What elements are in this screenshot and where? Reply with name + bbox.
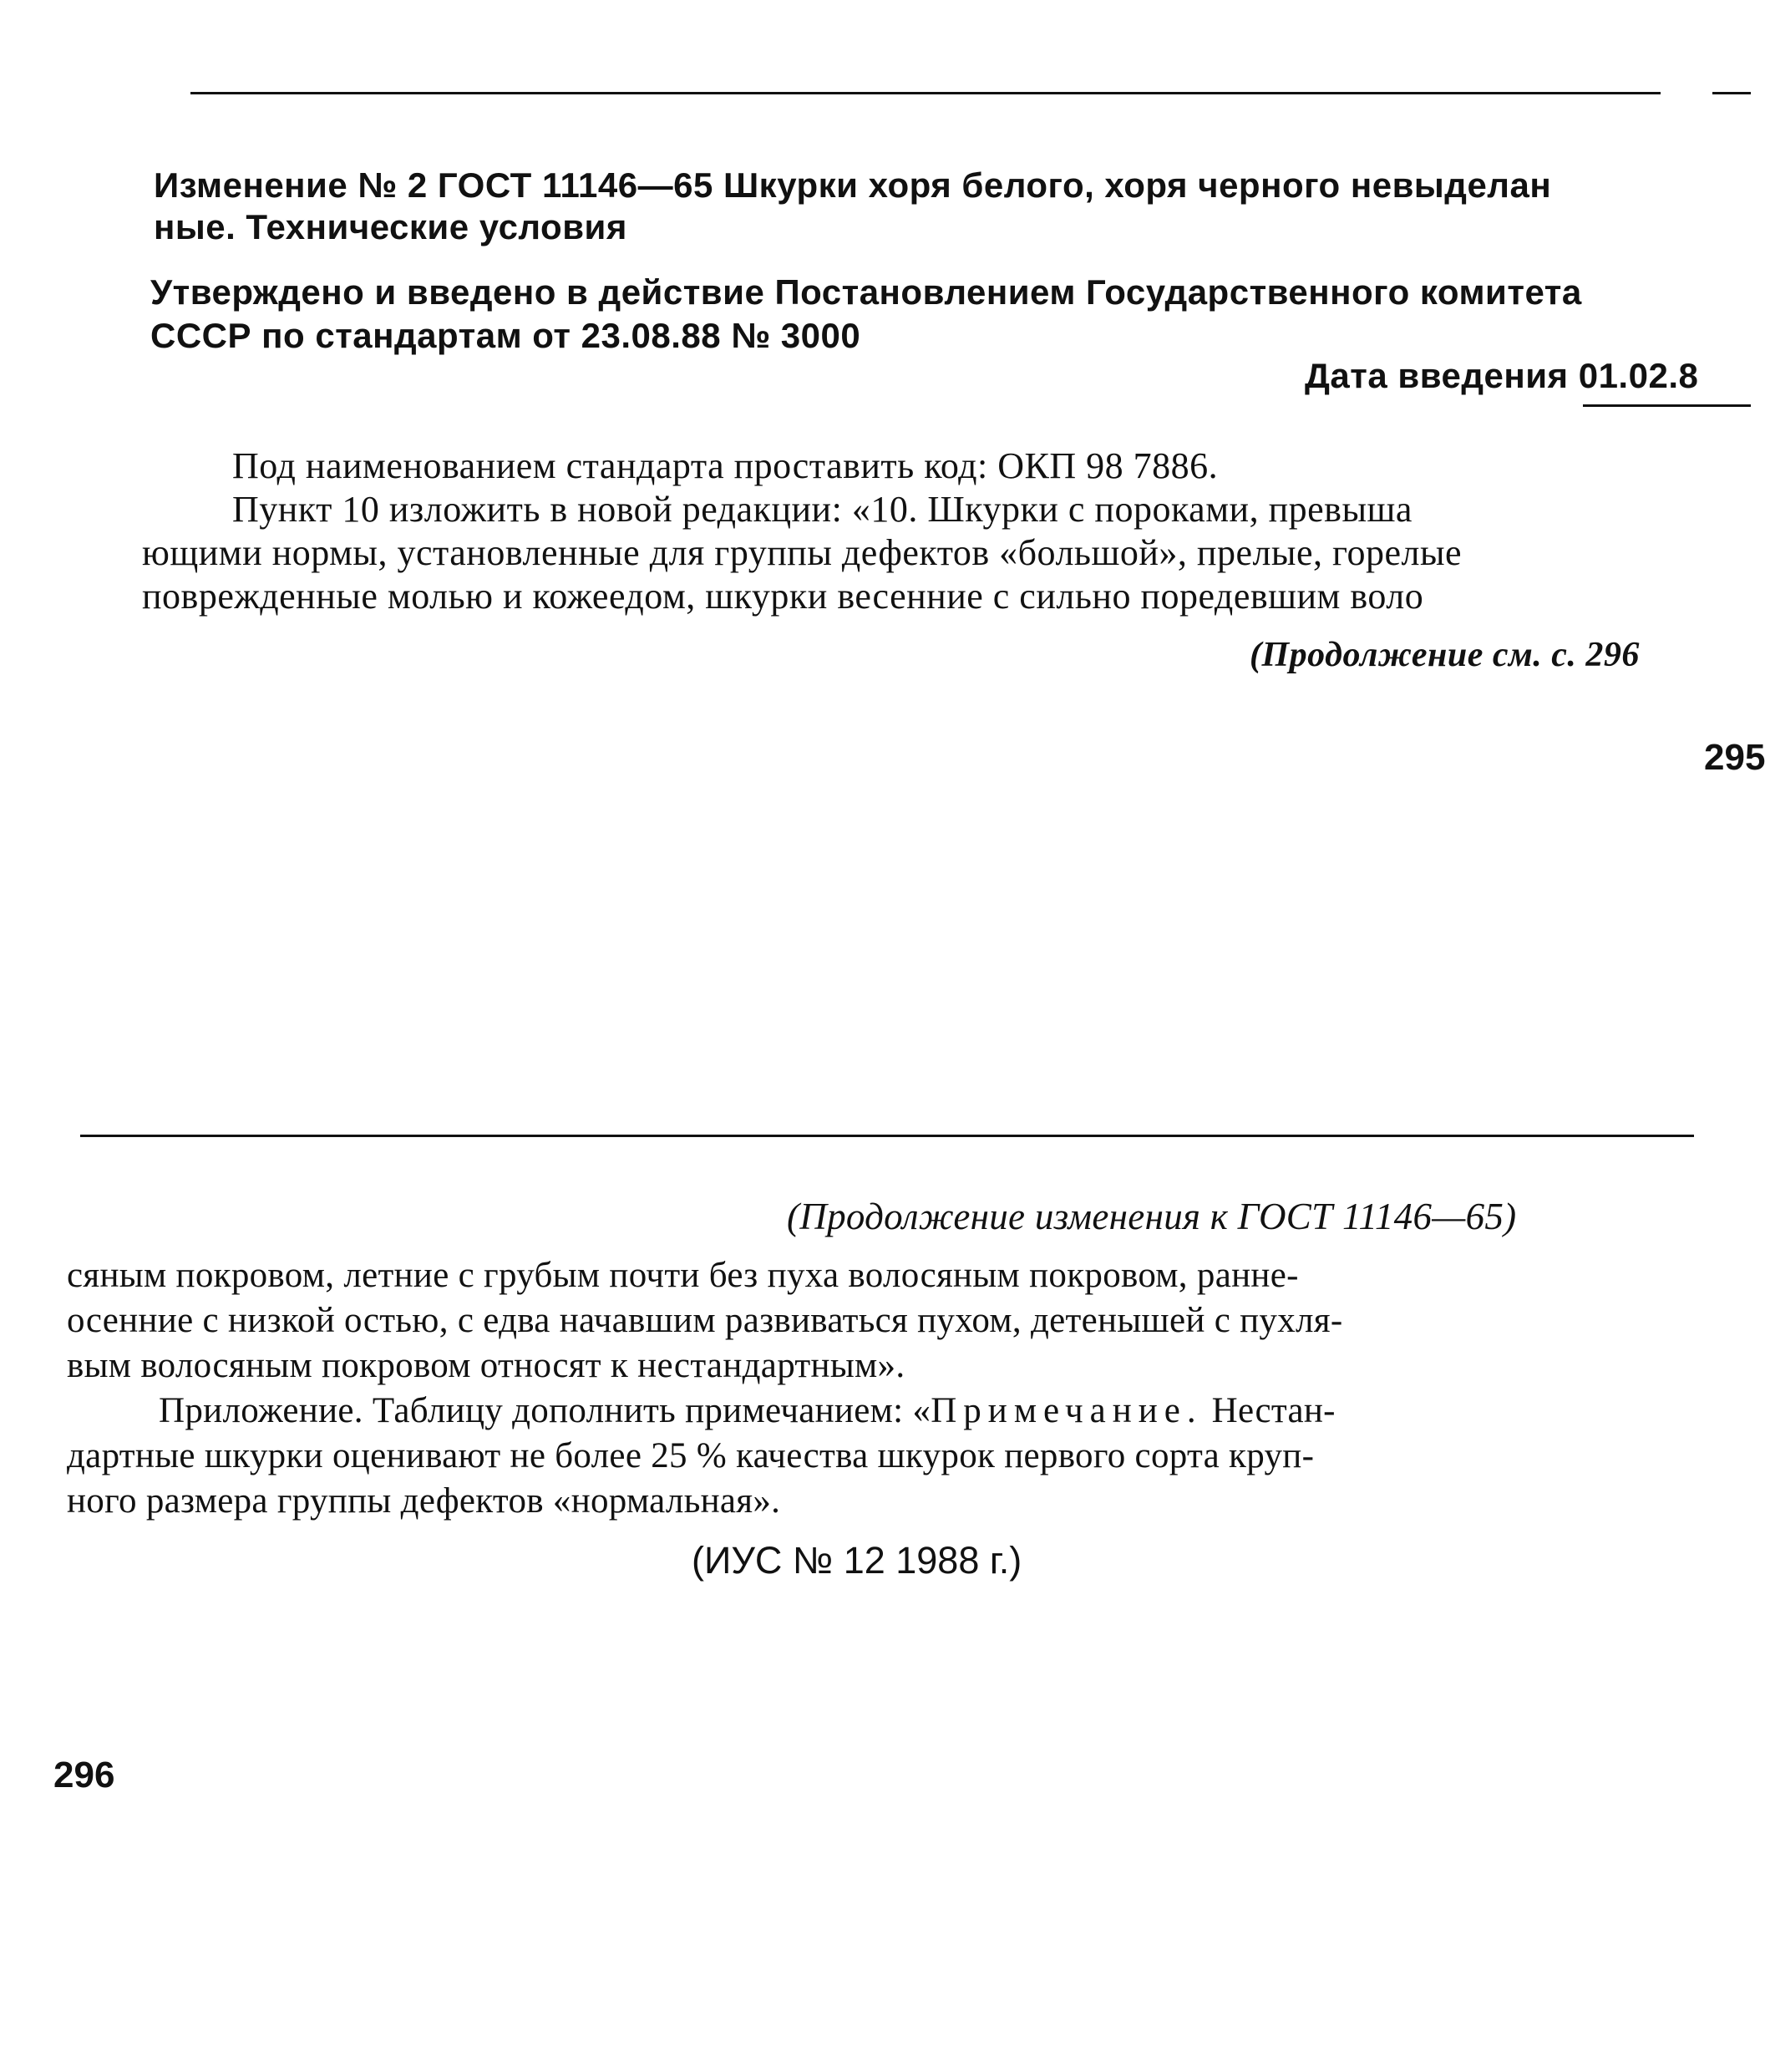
- continuation-line-2: осенние с низкой остью, с едва начавшим развиваться пухом, детенышей с пухля-: [67, 1301, 1343, 1340]
- body-line-4: поврежденные молью и кожеедом, шкурки весенние с сильно поредевшим воло: [142, 576, 1424, 617]
- body-line-2: Пункт 10 изложить в новой редакции: «10. Шкурки с пороками, превыша: [232, 489, 1413, 530]
- top-rule-tail: [1712, 92, 1751, 94]
- appendix-line-3: ного размера группы дефектов «нормальная».: [67, 1481, 781, 1521]
- body-line-1: Под наименованием стандарта проставить код: ОКП 98 7886.: [232, 445, 1219, 486]
- continued-note: (Продолжение см. с. 296: [1250, 636, 1640, 674]
- appendix-line-1-start: Приложение. Таблицу дополнить примечанием: «: [159, 1391, 931, 1430]
- effective-date: [1305, 356, 1698, 396]
- appendix-line-2: дартные шкурки оценивают не более 25 % качества шкурок первого сорта круп-: [67, 1436, 1315, 1475]
- page-number-296: 296: [53, 1755, 115, 1795]
- approval-line-2: СССР по стандартам от 23.08.88 № 3000: [150, 316, 861, 355]
- effective-date-value: 01.02.8: [1578, 356, 1699, 395]
- middle-rule: [80, 1135, 1694, 1137]
- note-word-spaced: Примечание.: [931, 1391, 1203, 1430]
- body-line-3: ющими нормы, установленные для группы дефектов «большой», прелые, горелые: [142, 532, 1463, 573]
- page-number-295: 295: [1704, 737, 1765, 778]
- approval-line-1: Утверждено и введено в действие Постановлением Государственного комитета: [150, 272, 1582, 312]
- source-reference: (ИУС № 12 1988 г.): [692, 1539, 1022, 1582]
- continuation-line-3: вым волосяным покровом относят к нестандартным».: [67, 1346, 905, 1385]
- effective-date-underline: [1583, 404, 1751, 407]
- continuation-header: (Продолжение изменения к ГОСТ 11146—65): [787, 1196, 1517, 1237]
- effective-date-label: Дата введения: [1305, 356, 1569, 395]
- top-rule: [190, 92, 1661, 94]
- appendix-line-1: [159, 1390, 1336, 1431]
- amendment-title-line-1: Изменение № 2 ГОСТ 11146—65 Шкурки хоря белого, хоря черного невыделан: [154, 165, 1552, 205]
- amendment-title-line-2: ные. Технические условия: [154, 207, 627, 246]
- continuation-line-1: сяным покровом, летние с грубым почти без пуха волосяным покровом, ранне-: [67, 1256, 1299, 1295]
- appendix-line-1-end: Нестан-: [1202, 1391, 1336, 1430]
